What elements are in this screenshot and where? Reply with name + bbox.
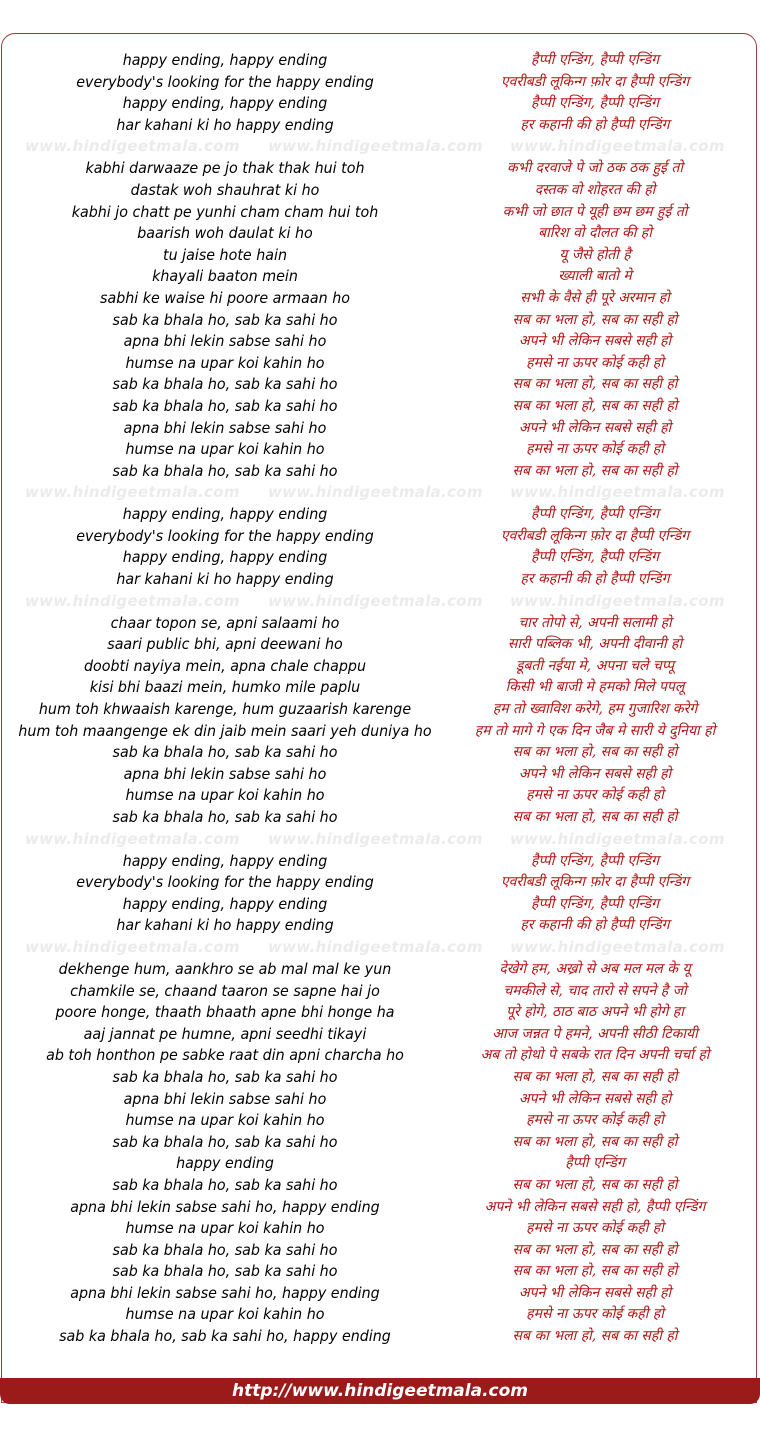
- lyric-hindi: कभी दरवाजे पे जो ठक ठक हुई तो: [507, 160, 683, 177]
- lyric-hindi: सब का भला हो, सब का सही हो: [512, 1328, 678, 1345]
- lyric-english: apna bhi lekin sabse sahi ho: [123, 764, 327, 783]
- lyric-line: [0, 223, 760, 245]
- lyric-hindi: हम तो ख्वाविश करेगे, हम गुजारिश करेगे: [492, 701, 698, 718]
- lyric-english: apna bhi lekin sabse sahi ho, happy ending: [70, 1197, 380, 1216]
- lyric-hindi: सब का भला हो, सब का सही हो: [512, 1241, 678, 1258]
- lyric-hindi: अब तो होथो पे सबके रात दिन अपनी चर्चा हो: [480, 1047, 710, 1064]
- watermark-text: www.hindigeetmala.com: [25, 937, 240, 956]
- lyric-hindi: सब का भला हो, सब का सही हो: [512, 809, 678, 825]
- lyric-english: humse na upar koi kahin ho: [125, 440, 325, 459]
- watermark-row: [0, 591, 760, 613]
- lyric-english: sab ka bhala ho, sab ka sahi ho: [112, 1132, 338, 1151]
- lyric-english: happy ending, happy ending: [122, 51, 328, 69]
- lyric-line: [0, 1024, 760, 1046]
- lyric-english: happy ending: [176, 1154, 274, 1173]
- lyric-line: [0, 245, 760, 267]
- lyric-english: happy ending, happy ending: [122, 851, 328, 870]
- lyric-english: sab ka bhala ho, sab ka sahi ho: [112, 1262, 338, 1281]
- lyric-english: dekhenge hum, aankhro se ab mal mal ke yun: [58, 959, 392, 978]
- lyric-hindi: एवरीबडी लूकिन्ग फ़ोर दा हैप्पी एन्डिंग: [500, 73, 690, 90]
- lyric-line: [0, 742, 760, 764]
- lyric-hindi: ख्याली बातो मे: [558, 268, 632, 285]
- lyric-line: [0, 1175, 760, 1197]
- watermark-row: [0, 136, 760, 158]
- watermark-text: www.hindigeetmala.com: [510, 829, 725, 848]
- lyric-line: [0, 613, 760, 635]
- lyric-english: sab ka bhala ho, sab ka sahi ho: [112, 743, 338, 762]
- lyric-english: happy ending, happy ending: [122, 894, 328, 913]
- lyric-hindi: डूबती नईया मे, अपना चले चप्पू: [515, 657, 675, 674]
- lyric-english: everybody's looking for the happy ending: [76, 873, 374, 892]
- lyric-hindi: हैप्पी एन्डिंग, हैप्पी एन्डिंग: [531, 506, 659, 523]
- lyric-hindi: हमसे ना ऊपर कोई कही हो: [526, 1112, 664, 1129]
- lyric-english: apna bhi lekin sabse sahi ho: [123, 1089, 327, 1108]
- lyric-line: [0, 1002, 760, 1024]
- lyric-line: [0, 851, 760, 873]
- lyric-english: sab ka bhala ho, sab ka sahi ho: [112, 310, 338, 329]
- lyric-english: chamkile se, chaand taaron se sapne hai jo: [70, 981, 380, 1000]
- lyric-line: [0, 547, 760, 569]
- lyric-english: sabhi ke waise hi poore armaan ho: [100, 288, 350, 307]
- lyric-line: [0, 656, 760, 678]
- lyric-english: sab ka bhala ho, sab ka sahi ho: [112, 461, 338, 480]
- lyric-hindi: हैप्पी एन्डिंग, हैप्पी एन्डिंग: [531, 95, 659, 112]
- lyric-hindi: यू जैसे होती है: [559, 246, 631, 263]
- lyric-hindi: सब का भला हो, सब का सही हो: [512, 376, 678, 393]
- lyric-line: [0, 872, 760, 894]
- lyric-english: kisi bhi baazi mein, humko mile paplu: [89, 678, 361, 697]
- lyric-english: baarish woh daulat ki ho: [137, 224, 313, 243]
- lyric-hindi: सभी के वैसे ही पूरे अरमान हो: [520, 289, 670, 306]
- lyric-hindi: सारी पब्लिक भी, अपनी दीवानी हो: [507, 636, 683, 653]
- lyric-line: [0, 93, 760, 115]
- lyric-hindi: हैप्पी एन्डिंग, हैप्पी एन्डिंग: [531, 895, 659, 912]
- lyric-line: [0, 1110, 760, 1132]
- lyric-english: ab toh honthon pe sabke raat din apni charcha ho: [46, 1046, 404, 1065]
- lyric-english: sab ka bhala ho, sab ka sahi ho: [112, 1067, 338, 1086]
- lyric-english: tu jaise hote hain: [163, 245, 287, 264]
- watermark-text: www.hindigeetmala.com: [25, 483, 240, 502]
- lyric-english: har kahani ki ho happy ending: [116, 115, 334, 134]
- lyric-line: [0, 418, 760, 440]
- lyric-english: sab ka bhala ho, sab ka sahi ho: [112, 375, 338, 394]
- lyric-english: hum toh khwaaish karenge, hum guzaarish karenge: [38, 700, 412, 719]
- lyric-hindi: अपने भी लेकिन सबसे सही हो: [518, 333, 672, 350]
- lyric-hindi: एवरीबडी लूकिन्ग फ़ोर दा हैप्पी एन्डिंग: [500, 527, 690, 544]
- lyric-line: [0, 1132, 760, 1154]
- lyric-english: hum toh maangenge ek din jaib mein saari yeh duniya ho: [18, 721, 432, 740]
- lyric-line: [0, 959, 760, 981]
- lyric-hindi: हर कहानी की हो हैप्पी एन्डिंग: [520, 917, 670, 934]
- lyric-line: [0, 1197, 760, 1219]
- lyric-line: [0, 1067, 760, 1089]
- lyric-line: [0, 158, 760, 180]
- lyric-line: [0, 1045, 760, 1067]
- lyric-line: [0, 1089, 760, 1111]
- lyric-english: dastak woh shauhrat ki ho: [130, 180, 320, 199]
- watermark-text: www.hindigeetmala.com: [268, 591, 483, 610]
- lyric-line: [0, 1240, 760, 1262]
- lyric-line: [0, 1218, 760, 1240]
- lyric-line: [0, 439, 760, 461]
- lyric-hindi: अपने भी लेकिन सबसे सही हो: [518, 765, 672, 782]
- lyric-line: [0, 180, 760, 202]
- watermark-text: www.hindigeetmala.com: [510, 483, 725, 502]
- lyric-line: [0, 1153, 760, 1175]
- lyric-english: everybody's looking for the happy ending: [76, 72, 374, 91]
- watermark-row: [0, 829, 760, 851]
- lyric-hindi: एवरीबडी लूकिन्ग फ़ोर दा हैप्पी एन्डिंग: [500, 874, 690, 891]
- lyric-english: khayali baaton mein: [152, 267, 298, 286]
- lyric-english: har kahani ki ho happy ending: [116, 916, 334, 935]
- watermark-text: www.hindigeetmala.com: [510, 591, 725, 610]
- footer-link[interactable]: http://www.hindigeetmala.com: [231, 1381, 529, 1401]
- lyric-english: humse na upar koi kahin ho: [125, 1219, 325, 1238]
- lyric-line: [0, 1304, 760, 1326]
- lyric-hindi: हैप्पी एन्डिंग, हैप्पी एन्डिंग: [531, 549, 659, 566]
- watermark-text: www.hindigeetmala.com: [268, 829, 483, 848]
- lyric-line: [0, 310, 760, 332]
- lyric-english: apna bhi lekin sabse sahi ho, happy ending: [70, 1283, 380, 1302]
- lyric-hindi: सब का भला हो, सब का सही हो: [512, 744, 678, 761]
- lyric-english: sab ka bhala ho, sab ka sahi ho: [112, 1175, 338, 1194]
- lyric-line: [0, 569, 760, 591]
- lyric-hindi: हमसे ना ऊपर कोई कही हो: [526, 1220, 664, 1237]
- lyric-line: [0, 894, 760, 916]
- lyric-english: chaar topon se, apni salaami ho: [110, 613, 340, 632]
- lyric-english: doobti nayiya mein, apna chale chappu: [83, 656, 367, 675]
- lyric-line: [0, 807, 760, 829]
- lyric-line: [0, 266, 760, 288]
- lyric-hindi: अपने भी लेकिन सबसे सही हो: [518, 1090, 672, 1107]
- watermark-text: www.hindigeetmala.com: [510, 137, 725, 156]
- lyric-hindi: हैप्पी एन्डिंग, हैप्पी एन्डिंग: [531, 852, 659, 869]
- footer-bar: [0, 1378, 760, 1404]
- lyric-english: poore honge, thaath bhaath apne bhi honge ha: [55, 1003, 395, 1022]
- watermark-row: [0, 482, 760, 504]
- lyric-english: sab ka bhala ho, sab ka sahi ho: [112, 808, 338, 826]
- lyric-english: happy ending, happy ending: [122, 505, 328, 524]
- watermark-row: [0, 937, 760, 959]
- lyric-line: [0, 353, 760, 375]
- watermark-text: www.hindigeetmala.com: [25, 829, 240, 848]
- lyric-hindi: अपने भी लेकिन सबसे सही हो: [518, 419, 672, 436]
- lyric-hindi: हमसे ना ऊपर कोई कही हो: [526, 787, 664, 804]
- lyric-hindi: चार तोपो से, अपनी सलामी हो: [518, 614, 672, 631]
- lyric-english: humse na upar koi kahin ho: [125, 353, 325, 372]
- lyric-english: happy ending, happy ending: [122, 548, 328, 567]
- lyric-hindi: हैप्पी एन्डिंग: [565, 1155, 625, 1172]
- lyric-line: [0, 764, 760, 786]
- lyric-line: [0, 915, 760, 937]
- lyric-line: [0, 50, 760, 72]
- lyric-line: [0, 72, 760, 94]
- lyric-line: [0, 202, 760, 224]
- lyric-hindi: किसी भी बाजी मे हमको मिले पपलू: [505, 679, 685, 696]
- lyric-hindi: हमसे ना ऊपर कोई कही हो: [526, 354, 664, 371]
- lyric-line: [0, 526, 760, 548]
- lyric-english: apna bhi lekin sabse sahi ho: [123, 332, 327, 351]
- watermark-text: www.hindigeetmala.com: [510, 937, 725, 956]
- lyric-hindi: दस्तक वो शोहरत की हो: [534, 181, 656, 198]
- lyric-line: [0, 1326, 760, 1348]
- lyric-hindi: अपने भी लेकिन सबसे सही हो, हैप्पी एन्डिंग: [484, 1198, 706, 1215]
- lyric-english: humse na upar koi kahin ho: [125, 1111, 325, 1130]
- lyric-line: [0, 288, 760, 310]
- lyric-english: har kahani ki ho happy ending: [116, 570, 334, 589]
- watermark-text: www.hindigeetmala.com: [268, 137, 483, 156]
- lyric-hindi: सब का भला हो, सब का सही हो: [512, 397, 678, 414]
- lyric-english: sab ka bhala ho, sab ka sahi ho: [112, 1240, 338, 1259]
- lyric-english: sab ka bhala ho, sab ka sahi ho: [112, 396, 338, 415]
- lyric-hindi: सब का भला हो, सब का सही हो: [512, 311, 678, 328]
- lyric-hindi: कभी जो छात पे यूही छम छम हुई तो: [502, 203, 688, 220]
- lyric-line: [0, 634, 760, 656]
- lyric-hindi: हर कहानी की हो हैप्पी एन्डिंग: [520, 116, 670, 133]
- lyric-line: [0, 461, 760, 483]
- lyric-english: humse na upar koi kahin ho: [125, 786, 325, 805]
- lyric-hindi: देखेगे हम, अख्रो से अब मल मल के यू: [499, 960, 691, 977]
- lyric-hindi: सब का भला हो, सब का सही हो: [512, 1263, 678, 1280]
- lyric-line: [0, 1283, 760, 1305]
- lyric-hindi: बारिश वो दौलत की हो: [538, 225, 652, 242]
- lyric-line: [0, 396, 760, 418]
- lyric-line: [0, 981, 760, 1003]
- lyric-english: sab ka bhala ho, sab ka sahi ho, happy ending: [59, 1327, 391, 1346]
- lyric-english: aaj jannat pe humne, apni seedhi tikayi: [83, 1024, 367, 1043]
- lyric-line: [0, 1261, 760, 1283]
- lyric-line: [0, 115, 760, 137]
- lyric-english: everybody's looking for the happy ending: [76, 526, 374, 545]
- watermark-text: www.hindigeetmala.com: [268, 483, 483, 502]
- lyric-english: kabhi jo chatt pe yunhi cham cham hui toh: [71, 202, 379, 221]
- lyric-hindi: सब का भला हो, सब का सही हो: [512, 1176, 678, 1193]
- lyric-hindi: हमसे ना ऊपर कोई कही हो: [526, 1306, 664, 1323]
- lyric-hindi: सब का भला हो, सब का सही हो: [512, 1133, 678, 1150]
- lyrics-container: [0, 50, 760, 1348]
- lyric-english: humse na upar koi kahin ho: [125, 1305, 325, 1324]
- lyric-hindi: हमसे ना ऊपर कोई कही हो: [526, 441, 664, 458]
- watermark-text: www.hindigeetmala.com: [25, 591, 240, 610]
- lyric-line: [0, 331, 760, 353]
- lyric-english: happy ending, happy ending: [122, 94, 328, 113]
- lyric-hindi: हैप्पी एन्डिंग, हैप्पी एन्डिंग: [531, 52, 659, 68]
- lyric-hindi: हम तो मागे गे एक दिन जैब मे सारी ये दुनिया हो: [474, 722, 716, 739]
- lyric-line: [0, 504, 760, 526]
- lyric-hindi: पूरे होगे, ठाठ बाठ अपने भी होगे हा: [506, 1004, 684, 1021]
- lyric-english: saari public bhi, apni deewani ho: [107, 635, 343, 654]
- lyric-hindi: सब का भला हो, सब का सही हो: [512, 462, 678, 479]
- lyric-hindi: हर कहानी की हो हैप्पी एन्डिंग: [520, 571, 670, 588]
- lyric-hindi: आज जन्नत पे हमने, अपनी सीठी टिकायी: [492, 1025, 698, 1042]
- lyric-line: [0, 699, 760, 721]
- watermark-text: www.hindigeetmala.com: [268, 937, 483, 956]
- lyric-english: apna bhi lekin sabse sahi ho: [123, 418, 327, 437]
- watermark-text: www.hindigeetmala.com: [25, 137, 240, 156]
- lyric-english: kabhi darwaaze pe jo thak thak hui toh: [85, 159, 365, 178]
- lyric-hindi: सब का भला हो, सब का सही हो: [512, 1068, 678, 1085]
- lyric-hindi: अपने भी लेकिन सबसे सही हो: [518, 1284, 672, 1301]
- lyric-line: [0, 677, 760, 699]
- lyric-line: [0, 785, 760, 807]
- lyric-hindi: चमकीले से, चाद तारो से सपने है जो: [503, 982, 687, 999]
- lyric-line: [0, 374, 760, 396]
- lyric-line: [0, 721, 760, 743]
